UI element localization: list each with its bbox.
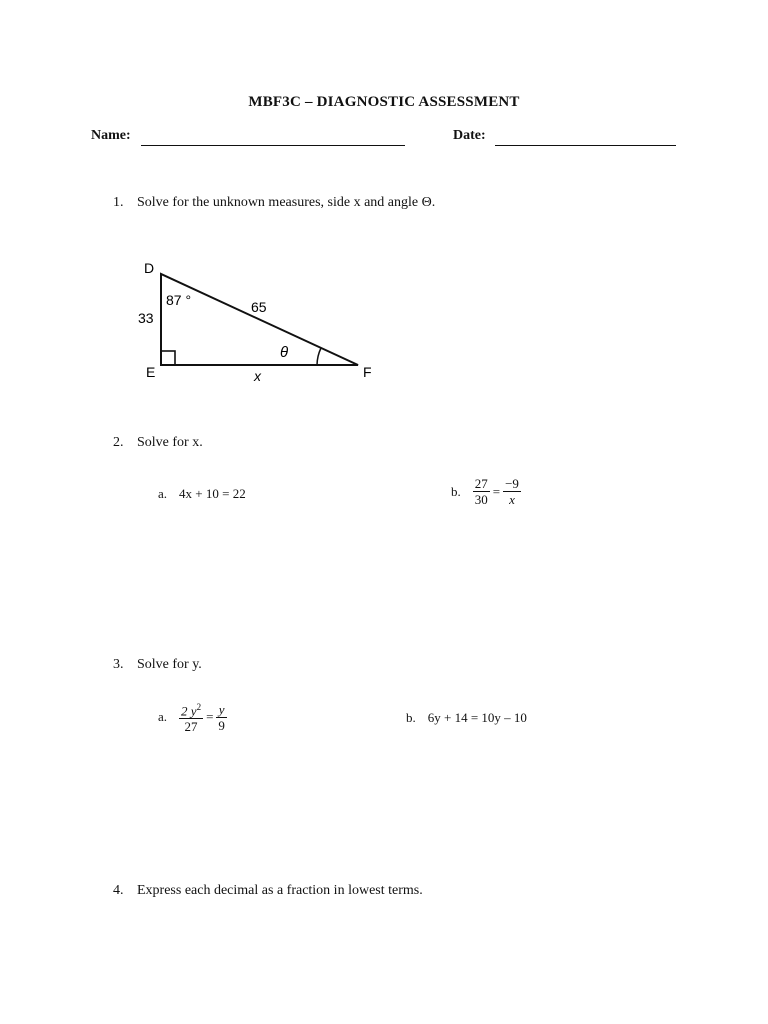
question-4 [113, 883, 423, 899]
question-1-text: Solve for the unknown measures, side x and angle Θ. [137, 195, 436, 210]
question-3-text: Solve for y. [137, 657, 202, 672]
date-field[interactable] [495, 145, 676, 146]
question-2b [451, 476, 521, 507]
question-2b-equation [473, 476, 521, 507]
page-title: MBF3C – DIAGNOSTIC ASSESSMENT [248, 94, 520, 110]
angle-f-label: θ [280, 344, 289, 361]
name-field[interactable] [141, 145, 405, 146]
question-3a-letter: a. [158, 709, 168, 725]
question-2b-rhs-denominator: x [509, 492, 515, 507]
side-de-label: 33 [138, 310, 154, 326]
question-2a-letter: a. [158, 486, 168, 501]
question-3a-lhs-denominator: 27 [184, 719, 198, 735]
question-3a-exponent: 2 [196, 702, 202, 712]
question-3-number: 3. [113, 657, 124, 672]
question-3b [406, 709, 527, 727]
question-3b-equation: 6y + 14 = 10y – 10 [427, 710, 527, 725]
question-2b-lhs-numerator: 27 [474, 476, 488, 491]
question-2b-rhs-fraction [503, 476, 521, 507]
date-label: Date: [453, 128, 486, 143]
question-1 [113, 195, 435, 211]
right-angle-marker [161, 351, 175, 365]
question-3a-lhs-term: 2 y [181, 703, 197, 719]
question-3a-equals: = [206, 709, 214, 725]
question-3a-lhs-numerator [179, 700, 203, 719]
question-2-text: Solve for x. [137, 435, 203, 450]
question-2 [113, 435, 203, 451]
question-2b-equals: = [492, 483, 501, 499]
question-3a-equation [179, 700, 227, 734]
question-2a [158, 485, 246, 503]
question-2a-equation: 4x + 10 = 22 [179, 486, 246, 501]
triangle-diagram [130, 250, 390, 390]
question-4-number: 4. [113, 883, 124, 898]
angle-f-arc [317, 348, 321, 365]
question-3a-rhs-fraction [216, 702, 227, 733]
vertex-f-label: F [363, 364, 372, 380]
triangle-def [161, 274, 358, 365]
question-2b-lhs-denominator: 30 [474, 492, 488, 507]
question-4-text: Express each decimal as a fraction in lowest terms. [137, 883, 423, 898]
question-3a-rhs-denominator: 9 [218, 717, 225, 733]
question-3a-lhs-fraction [179, 700, 203, 734]
side-ef-label: x [254, 368, 261, 384]
question-3b-letter: b. [406, 710, 416, 725]
question-3a [158, 700, 227, 734]
name-label: Name: [91, 128, 131, 143]
question-1-number: 1. [113, 195, 124, 210]
question-2b-rhs-numerator: −9 [505, 476, 519, 491]
vertex-d-label: D [144, 260, 155, 276]
angle-d-label: 87 ° [166, 292, 192, 308]
question-3a-rhs-numerator: y [216, 702, 227, 718]
question-2b-lhs-fraction [473, 476, 490, 507]
question-2b-letter: b. [451, 483, 461, 499]
question-2-number: 2. [113, 435, 124, 450]
vertex-e-label: E [146, 364, 156, 380]
question-3 [113, 657, 202, 673]
side-df-label: 65 [251, 299, 267, 315]
